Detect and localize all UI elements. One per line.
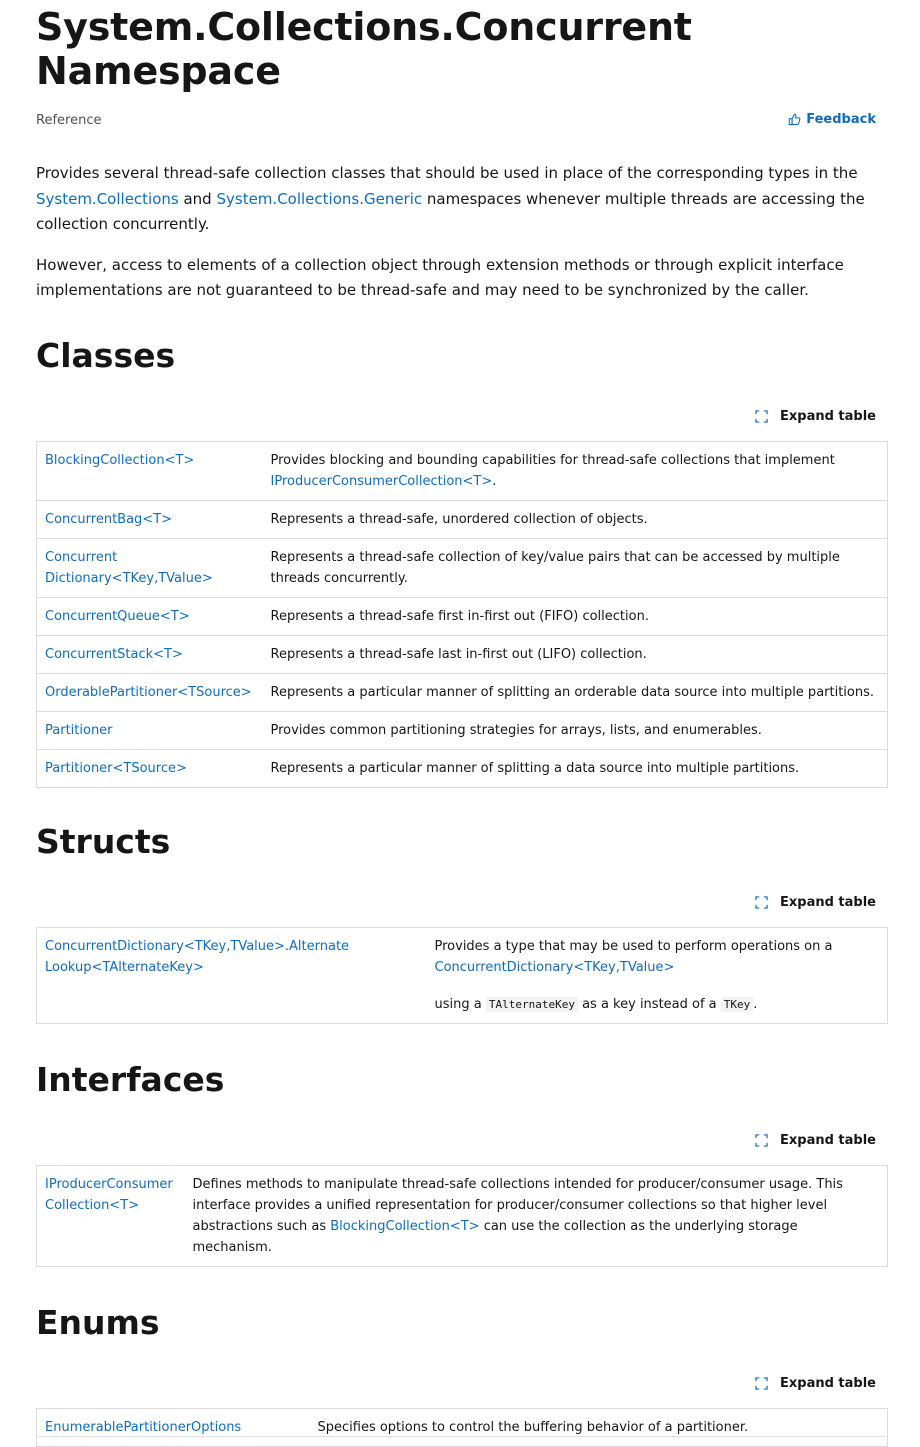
divider bbox=[36, 1436, 888, 1437]
classes-table bbox=[36, 441, 888, 788]
table-row bbox=[37, 749, 888, 787]
expand-table-button[interactable] bbox=[755, 1376, 876, 1391]
system-collections-generic-link[interactable]: System.Collections.Generic bbox=[216, 189, 423, 208]
expand-icon bbox=[755, 410, 768, 423]
intro-paragraph-2: However, access to elements of a collection object through extension methods or through explicit interface implementations are not guaranteed to be thread-safe and may need to be synchronized by the caller. bbox=[36, 255, 844, 299]
enums-table bbox=[36, 1408, 888, 1447]
type-link[interactable]: OrderablePartitioner<TSource> bbox=[45, 684, 252, 700]
table-row bbox=[37, 1408, 888, 1446]
type-link[interactable]: ConcurrentQueue<T> bbox=[45, 608, 190, 624]
type-description: can use the collection as the underlying storage mechanism. bbox=[192, 1218, 798, 1255]
intro-text: and bbox=[178, 189, 217, 208]
type-link[interactable]: Partitioner bbox=[45, 722, 113, 738]
code-snippet: TAlternateKey bbox=[486, 997, 578, 1012]
enums-heading: Enums bbox=[36, 1302, 160, 1342]
expand-table-label: Expand table bbox=[780, 1133, 876, 1148]
intro-text: Provides several thread-safe collection classes that should be used in place of the corresponding types in the bbox=[36, 164, 858, 182]
type-link[interactable] bbox=[45, 939, 349, 975]
desc-link[interactable]: BlockingCollection<T> bbox=[330, 1218, 480, 1234]
table-row bbox=[37, 673, 888, 711]
table-row bbox=[37, 927, 888, 1023]
type-description: Provides common partitioning strategies for arrays, lists, and enumerables. bbox=[263, 711, 888, 749]
type-description: Represents a thread-safe collection of key/value pairs that can be accessed by multiple threads concurrently. bbox=[263, 538, 888, 597]
feedback-label: Feedback bbox=[806, 112, 876, 127]
reference-label: Reference bbox=[36, 113, 102, 128]
type-description: Represents a thread-safe last in-first out (LIFO) collection. bbox=[263, 635, 888, 673]
table-row bbox=[37, 441, 888, 500]
page-title: System.Collections.Concurrent Namespace bbox=[36, 5, 692, 93]
expand-table-button[interactable] bbox=[755, 895, 876, 910]
type-link[interactable]: EnumerablePartitionerOptions bbox=[45, 1419, 242, 1435]
type-description: Defines methods to manipulate thread-safe collections intended for producer/consumer usage. This interface provides a unified representation for producer/consumer collections so that higher level abstractions such as bbox=[192, 1176, 843, 1234]
code-snippet: TKey bbox=[721, 997, 754, 1012]
type-link[interactable]: ConcurrentStack<T> bbox=[45, 646, 183, 662]
type-link-line: Collection<T> bbox=[45, 1197, 140, 1213]
type-link-line: ConcurrentDictionary<TKey,TValue>.Alternate bbox=[45, 938, 350, 954]
intro bbox=[36, 161, 888, 304]
desc-link[interactable]: ConcurrentDictionary<TKey,TValue> bbox=[434, 959, 675, 975]
expand-icon bbox=[755, 1377, 768, 1390]
type-link-line: Lookup<TAlternateKey> bbox=[45, 959, 204, 975]
type-link[interactable]: Partitioner<TSource> bbox=[45, 760, 187, 776]
interfaces-heading: Interfaces bbox=[36, 1059, 225, 1099]
system-collections-link[interactable]: System.Collections bbox=[36, 189, 179, 208]
type-description: . bbox=[492, 473, 497, 489]
type-description: Specifies options to control the buffering behavior of a partitioner. bbox=[317, 1419, 749, 1435]
meta-row bbox=[36, 111, 888, 135]
type-link-line: IProducerConsumer bbox=[45, 1176, 173, 1192]
expand-table-button[interactable] bbox=[755, 409, 876, 424]
feedback-button[interactable] bbox=[788, 112, 876, 127]
expand-table-label: Expand table bbox=[780, 409, 876, 424]
type-link[interactable]: BlockingCollection<T> bbox=[45, 452, 195, 468]
type-description: . bbox=[753, 996, 758, 1012]
type-description: Represents a particular manner of splitting a data source into multiple partitions. bbox=[263, 749, 888, 787]
expand-row bbox=[36, 889, 888, 917]
intro-paragraph-1 bbox=[36, 161, 888, 238]
type-link[interactable] bbox=[45, 550, 213, 586]
structs-table bbox=[36, 927, 888, 1024]
type-description: Represents a thread-safe first in-first out (FIFO) collection. bbox=[263, 597, 888, 635]
table-row bbox=[37, 538, 888, 597]
table-row bbox=[37, 1165, 888, 1266]
type-link[interactable]: ConcurrentBag<T> bbox=[45, 511, 173, 527]
intro-text: namespaces whenever multiple threads are accessing the collection concurrently. bbox=[36, 189, 865, 233]
table-row bbox=[37, 711, 888, 749]
type-description: Represents a particular manner of splitting an orderable data source into multiple partitions. bbox=[263, 673, 888, 711]
thumbs-up-icon bbox=[788, 113, 801, 126]
classes-heading: Classes bbox=[36, 335, 176, 375]
type-description: Represents a thread-safe, unordered collection of objects. bbox=[263, 500, 888, 538]
expand-icon bbox=[755, 896, 768, 909]
expand-row bbox=[36, 1370, 888, 1398]
desc-link[interactable]: IProducerConsumerCollection<T> bbox=[270, 473, 493, 489]
type-description: as a key instead of a bbox=[577, 996, 721, 1012]
type-description: Provides blocking and bounding capabilities for thread-safe collections that implement bbox=[270, 452, 835, 468]
table-row bbox=[37, 597, 888, 635]
expand-table-button[interactable] bbox=[755, 1133, 876, 1148]
expand-row bbox=[36, 1127, 888, 1155]
interfaces-table bbox=[36, 1165, 888, 1267]
expand-table-label: Expand table bbox=[780, 1376, 876, 1391]
type-link-line: Concurrent bbox=[45, 549, 118, 565]
table-row bbox=[37, 500, 888, 538]
expand-table-label: Expand table bbox=[780, 895, 876, 910]
type-description: Provides a type that may be used to perform operations on a bbox=[434, 938, 833, 954]
type-link[interactable] bbox=[45, 1177, 173, 1213]
expand-icon bbox=[755, 1134, 768, 1147]
expand-row bbox=[36, 403, 888, 431]
type-description: using a bbox=[434, 996, 486, 1012]
type-link-line: Dictionary<TKey,TValue> bbox=[45, 570, 213, 586]
structs-heading: Structs bbox=[36, 821, 171, 861]
table-row bbox=[37, 635, 888, 673]
